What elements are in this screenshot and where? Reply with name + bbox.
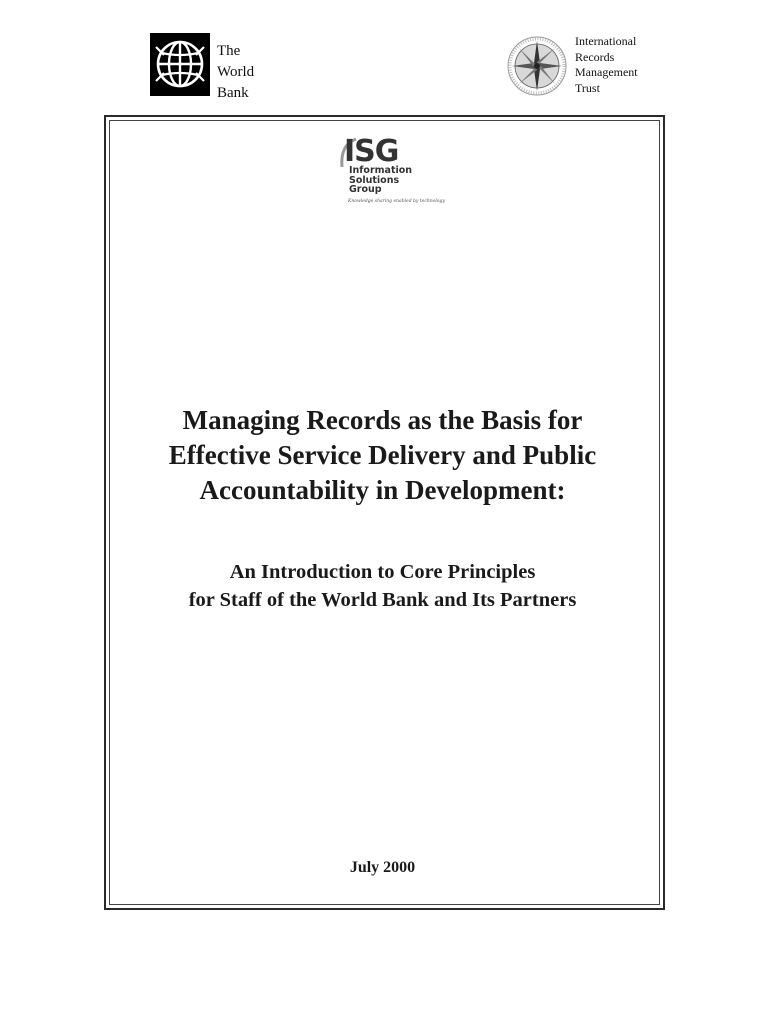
publication-date: July 2000	[349, 859, 416, 876]
isg-line-3: Group	[349, 184, 382, 195]
isg-line-2: Solutions	[349, 174, 400, 186]
isg-wordmark: ISG	[344, 134, 399, 169]
world-bank-line-3: Bank	[217, 85, 249, 101]
irmt-logo	[506, 35, 568, 97]
irmt-line-3: Management	[575, 65, 638, 79]
title-line-1: Managing Records as the Basis for	[182, 405, 583, 435]
isg-line-1: Information	[349, 165, 413, 176]
irmt-line-4: Trust	[575, 80, 600, 95]
world-bank-globe-icon	[150, 33, 210, 96]
subtitle-line-2: for Staff of the World Bank and Its Partners	[188, 589, 577, 611]
world-bank-line-1: The	[217, 43, 241, 59]
isg-group-name	[349, 166, 412, 195]
document-subtitle	[110, 558, 655, 614]
irmt-name	[575, 34, 638, 96]
cover-frame-inner	[109, 120, 660, 905]
subtitle-line-1: An Introduction to Core Principles	[229, 561, 536, 583]
irmt-line-1: International	[575, 34, 637, 48]
irmt-line-2: Records	[575, 49, 615, 64]
isg-tagline: Knowledge sharing enabled by technology	[348, 199, 445, 204]
world-bank-name	[217, 41, 254, 104]
cover-frame	[104, 115, 665, 910]
title-line-2: Effective Service Delivery and Public	[168, 440, 597, 470]
world-bank-logo	[150, 33, 210, 96]
compass-rose-seal-icon	[506, 35, 568, 97]
document-title	[110, 403, 655, 508]
isg-logo	[338, 135, 458, 211]
title-line-3: Accountability in Development:	[199, 475, 566, 505]
world-bank-line-2: World	[217, 64, 255, 80]
